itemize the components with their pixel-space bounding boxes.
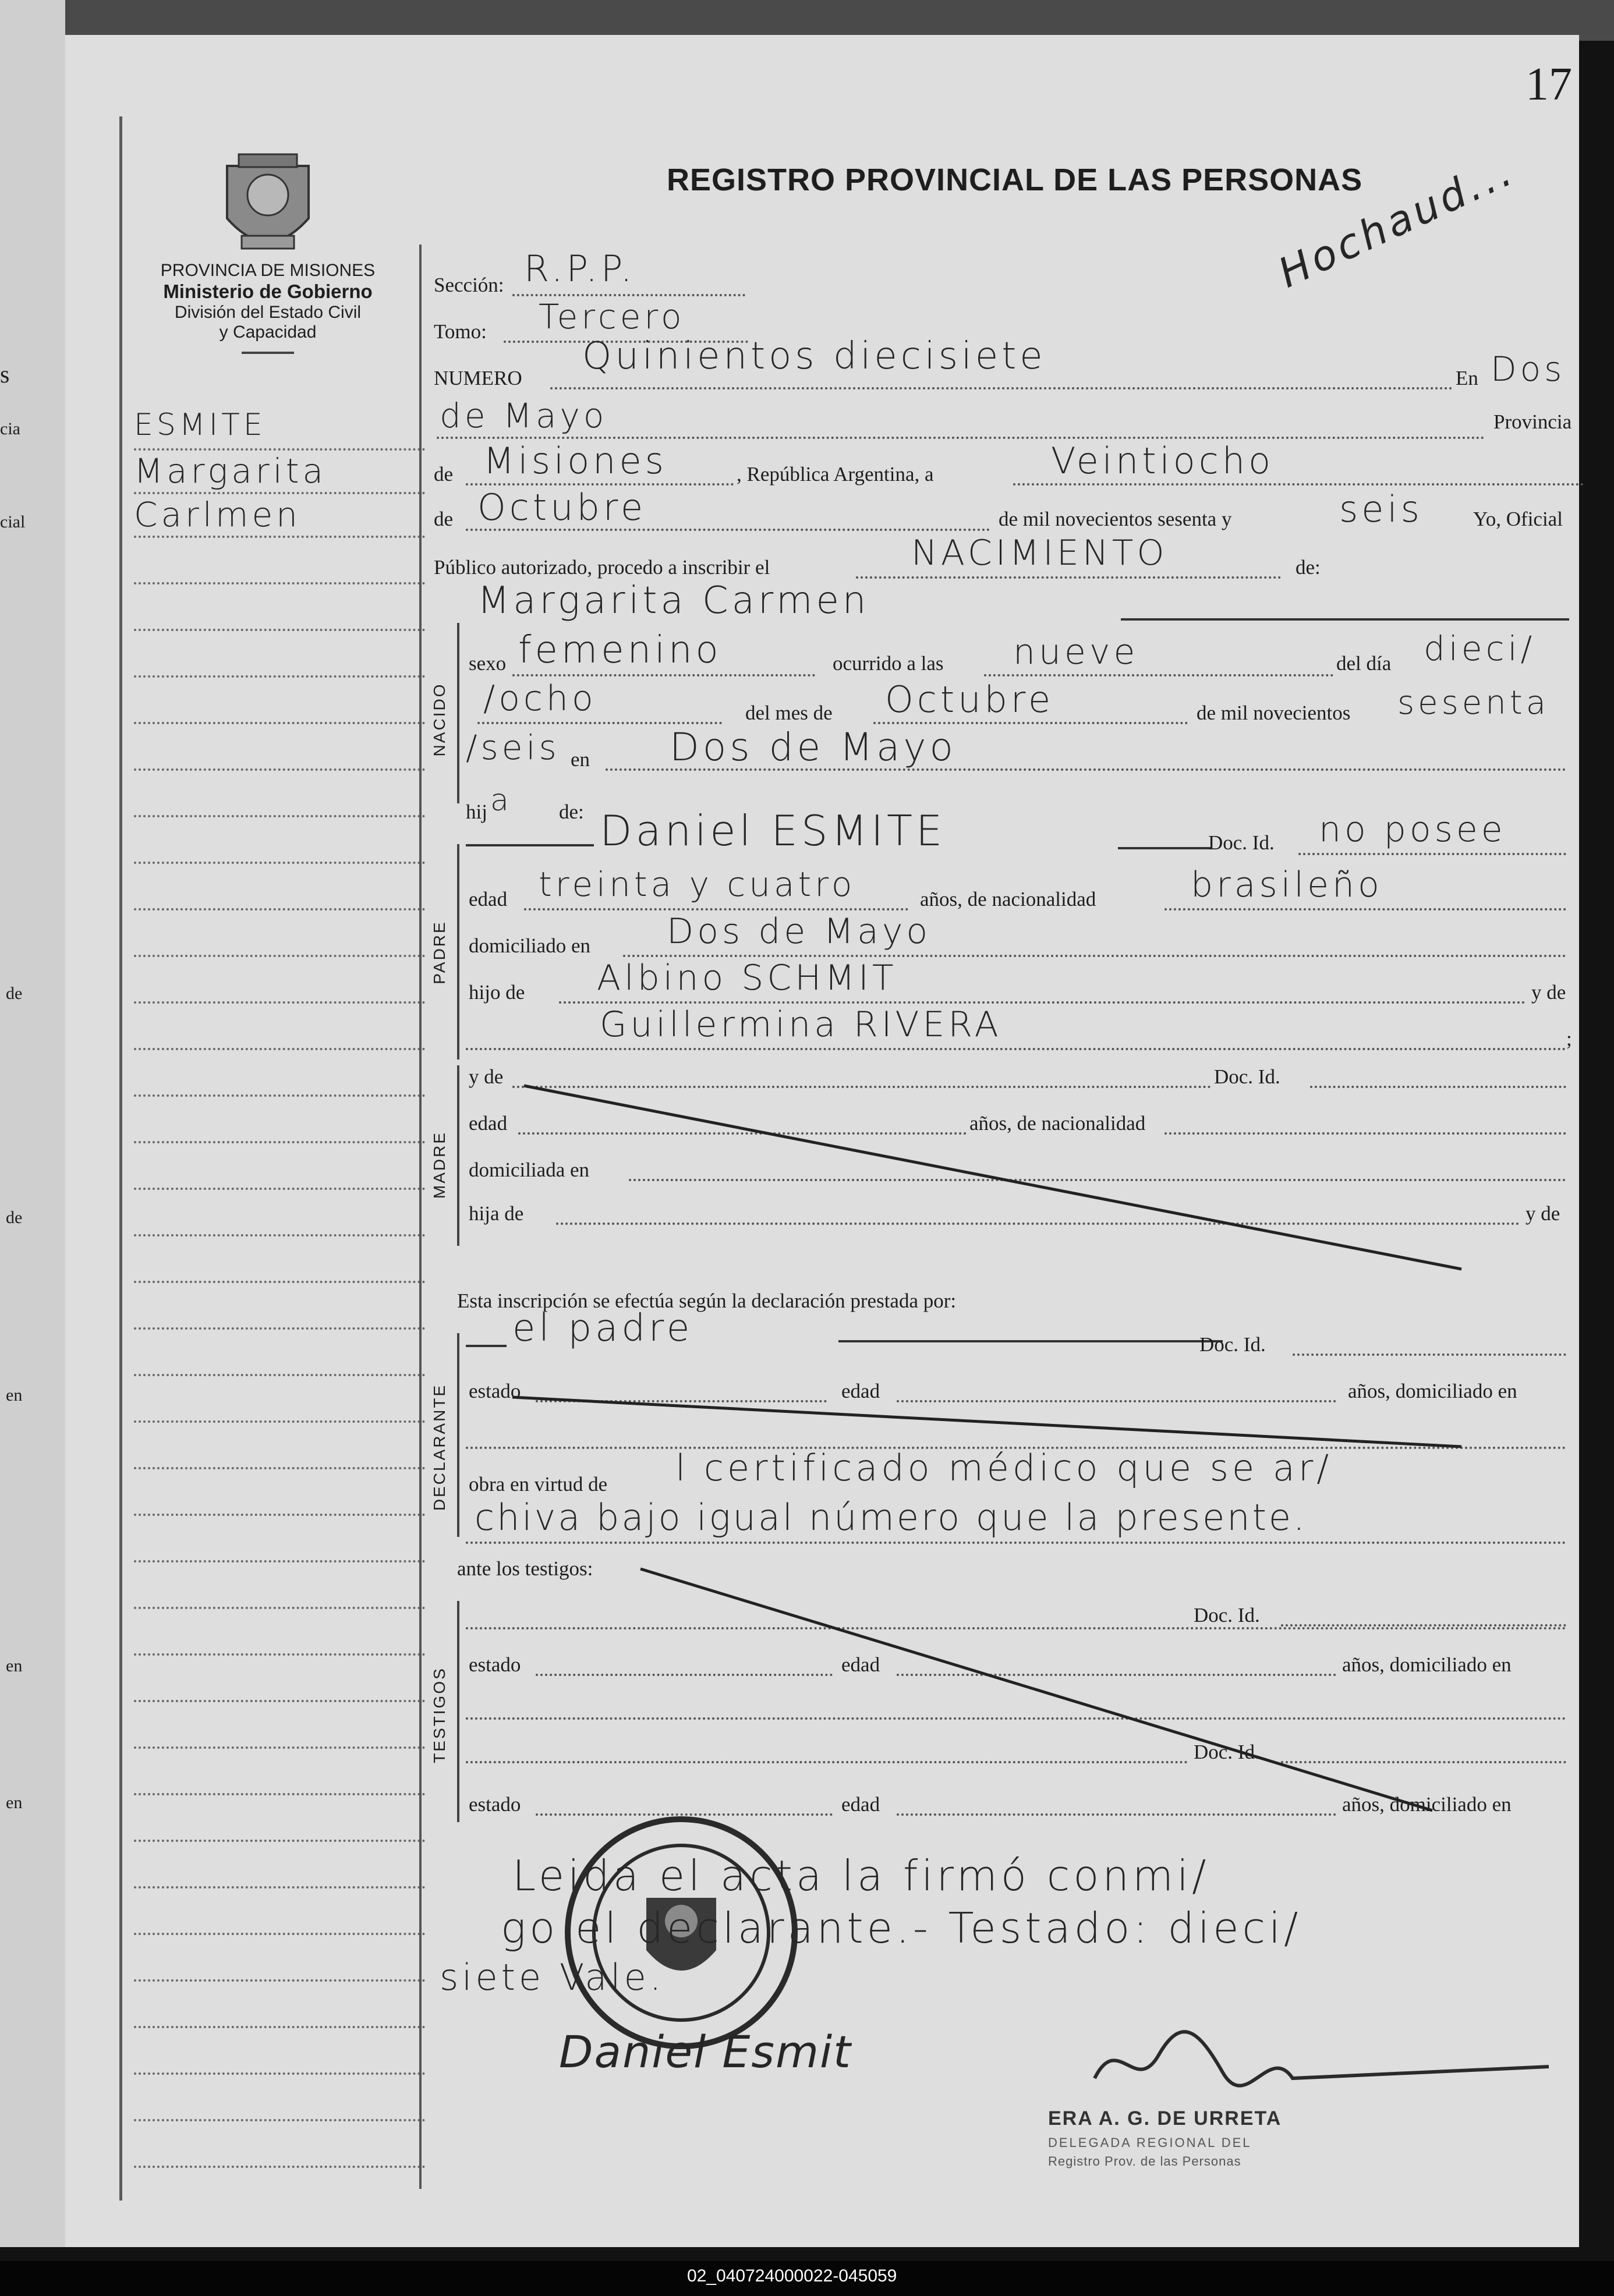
padre-madre-name: Guillermina RIVERA (600, 1004, 1002, 1045)
testigo-2-domicilio-label: años, domiciliado en (1342, 1793, 1512, 1816)
margin-surname: ESMITE (134, 408, 266, 442)
margin-given-name: Margarita (134, 451, 327, 491)
de-colon-label: de: (1296, 556, 1321, 579)
madre-nacionalidad-label: años, de nacionalidad (969, 1112, 1146, 1135)
madre-doc-label: Doc. Id. (1214, 1065, 1280, 1088)
sexo-value: femenino (518, 629, 722, 672)
declarante-estado-label: estado (469, 1380, 521, 1402)
padre-edad-label: edad (469, 888, 508, 910)
acto-value: NACIMIENTO (911, 533, 1168, 573)
de-label: de (434, 463, 454, 486)
province-name: PROVINCIA DE MISIONES (160, 261, 376, 280)
padre-hijo-de-label: hijo de (469, 981, 525, 1004)
declaracion-intro: Esta inscripción se efectúa según la declaración prestada por: (457, 1289, 957, 1312)
testigo-1-estado-label: estado (469, 1653, 521, 1676)
en-value: Dos (1491, 349, 1566, 389)
top-right-signature: Hochaud... (1271, 146, 1522, 297)
dia-value-continued: /ocho (483, 678, 597, 719)
padre-doc-label: Doc. Id. (1208, 831, 1275, 854)
obra-value: l certificado médico que se ar/ (675, 1447, 1333, 1489)
prev-page-fragment: cial (0, 512, 26, 532)
footer-id: 02_040724000022-045059 (687, 2266, 897, 2286)
ocurrido-label: ocurrido a las (833, 652, 944, 675)
declarante-doc-label: Doc. Id. (1199, 1333, 1266, 1356)
hijo-de-label: de: (559, 800, 584, 823)
padre-domicilio-value: Dos de Mayo (667, 911, 932, 952)
testigo-2-estado-label: estado (469, 1793, 521, 1816)
padre-name: Daniel ESMITE (600, 806, 946, 855)
declarante-signature: Daniel Esmit (559, 2026, 852, 2078)
testigo-2-doc-label: Doc. Id. (1194, 1741, 1260, 1763)
division-name: División del Estado Civil (174, 303, 362, 322)
hijo-suffix: a (490, 783, 512, 818)
declarante-domicilio-label: años, domiciliado en (1348, 1380, 1517, 1402)
mil-label: de mil novecientos sesenta y (999, 508, 1232, 530)
padre-y-de-label: y de (1531, 981, 1566, 1004)
en-label: En (1456, 367, 1478, 389)
republica-label: , República Argentina, a (737, 463, 934, 486)
page-number: 17 (1525, 59, 1572, 110)
closing-line-3: siete Vale. (440, 1956, 665, 1999)
padre-edad-value: treinta y cuatro (539, 864, 856, 904)
obra-value-continued: chiva bajo igual número que la presente. (475, 1496, 1307, 1539)
dia-value: Veintiocho (1051, 440, 1275, 482)
madre-edad-label: edad (469, 1112, 508, 1135)
mes-value: Octubre (885, 678, 1054, 721)
prev-page-fragment: en (6, 1656, 23, 1675)
lugar-value: Dos de Mayo (670, 725, 957, 770)
padre-semicolon: ; (1566, 1027, 1572, 1050)
hijo-label: hij (466, 800, 487, 823)
madre-domicilio-label: domiciliada en (469, 1158, 590, 1181)
nacido-section-label: NACIDO (430, 682, 448, 757)
prev-page-fragment: en (6, 1793, 23, 1812)
testigos-intro: ante los testigos: (457, 1557, 593, 1580)
testigo-1-doc-label: Doc. Id. (1194, 1604, 1260, 1627)
testigo-2-edad-label: edad (841, 1793, 880, 1816)
ministry-name: Ministerio de Gobierno (163, 281, 373, 302)
numero-value: Quinientos diecisiete (582, 335, 1046, 378)
padre-domicilio-label: domiciliado en (469, 934, 590, 957)
tomo-label: Tomo: (434, 320, 487, 343)
hora-value: nueve (1013, 632, 1139, 672)
official-signature (1083, 2020, 1560, 2102)
document-title: REGISTRO PROVINCIAL DE LAS PERSONAS (667, 162, 1363, 197)
declarante-section-label: DECLARANTE (430, 1383, 448, 1511)
seccion-value: R.P.P. (524, 247, 636, 290)
seccion-label: Sección: (434, 274, 504, 296)
del-dia-label: del día (1336, 652, 1392, 675)
capacity-name: y Capacidad (219, 323, 317, 342)
official-stamp-title: DELEGADA REGIONAL DEL (1048, 2135, 1252, 2150)
del-mes-label: del mes de (745, 701, 833, 724)
margin-given-name: Carlmen (134, 495, 301, 534)
padre-nacionalidad-label: años, de nacionalidad (920, 888, 1096, 910)
official-stamp-office: Registro Prov. de las Personas (1048, 2154, 1241, 2169)
tomo-value: Tercero (539, 297, 685, 336)
prev-page-fragment: de (6, 1208, 23, 1227)
numero-label: NUMERO (434, 367, 522, 389)
anio-value-continued: /seis (466, 728, 560, 767)
prev-page-fragment: s (0, 362, 10, 388)
sexo-label: sexo (469, 652, 507, 675)
anio-value: seis (1339, 488, 1423, 530)
padre-padre-name: Albino SCHMIT (597, 958, 897, 998)
madre-hija-de-label: hija de (469, 1202, 524, 1225)
de-label: de (434, 508, 454, 530)
oficial-label: Yo, Oficial (1473, 508, 1563, 530)
testigos-section-label: TESTIGOS (430, 1667, 448, 1763)
mes-value: Octubre (477, 486, 647, 529)
padre-nacionalidad-value: brasileño (1191, 864, 1383, 905)
madre-y-de-label: y de (469, 1065, 504, 1088)
declarante-edad-label: edad (841, 1380, 880, 1402)
prev-page-fragment: en (6, 1386, 23, 1405)
anio-value: sesenta (1397, 684, 1550, 722)
en-label: en (571, 748, 590, 771)
madre-y-de-label-2: y de (1525, 1202, 1560, 1225)
publico-label: Público autorizado, procedo a inscribir el (434, 556, 770, 579)
official-stamp-name: ERA A. G. DE URRETA (1048, 2107, 1282, 2130)
dia-value: dieci/ (1424, 629, 1536, 668)
madre-section-label: MADRE (430, 1131, 448, 1199)
en-value-continued: de Mayo (440, 396, 608, 435)
testigo-1-edad-label: edad (841, 1653, 880, 1676)
prev-page-fragment: de (6, 984, 23, 1003)
testigo-1-domicilio-label: años, domiciliado en (1342, 1653, 1512, 1676)
closing-line-1: Leida el acta la firmó conmi/ (512, 1851, 1210, 1900)
declarante-value: el padre (512, 1307, 693, 1350)
padre-doc-value: no posee (1319, 809, 1506, 850)
provincia-value: Misiones (483, 440, 667, 482)
provincia-label: Provincia (1493, 410, 1572, 433)
padre-section-label: PADRE (430, 920, 448, 984)
nacido-name: Margarita Carmen (477, 579, 870, 622)
obra-label: obra en virtud de (469, 1473, 608, 1496)
prev-page-fragment: cia (0, 419, 20, 438)
mil-label: de mil novecientos (1197, 701, 1351, 724)
closing-line-2: go el declarante.- Testado: dieci/ (501, 1904, 1302, 1953)
